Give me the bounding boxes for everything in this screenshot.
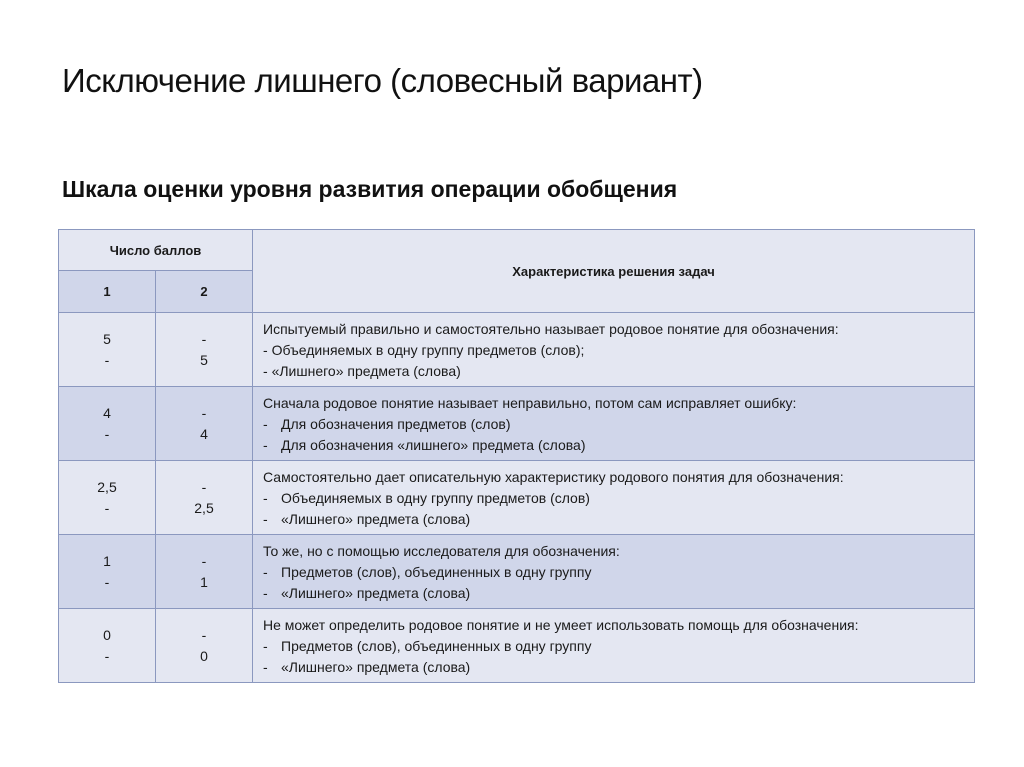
score-cell-2 bbox=[156, 609, 253, 683]
score-dash: - bbox=[104, 425, 110, 442]
scoring-table bbox=[58, 229, 975, 683]
score-cell-1 bbox=[59, 387, 156, 461]
score-dash: - bbox=[201, 404, 207, 421]
column-1-header: 1 bbox=[59, 271, 156, 313]
characteristic-item bbox=[263, 636, 964, 657]
characteristic-cell bbox=[253, 609, 975, 683]
score-dash: - bbox=[104, 573, 110, 590]
score-dash: - bbox=[201, 626, 207, 643]
score-dash: - bbox=[104, 499, 110, 516]
score-value: 1 bbox=[103, 552, 111, 569]
score-value: 5 bbox=[103, 330, 111, 347]
score-value: 2,5 bbox=[194, 499, 214, 516]
score-cell-2 bbox=[156, 461, 253, 535]
score-cell-1 bbox=[59, 609, 156, 683]
score-cell-2 bbox=[156, 535, 253, 609]
score-value: 0 bbox=[103, 626, 111, 643]
bullet-dash: - bbox=[263, 585, 268, 601]
characteristic-cell bbox=[253, 461, 975, 535]
points-header: Число баллов bbox=[59, 230, 253, 271]
score-cell-2 bbox=[156, 313, 253, 387]
bullet-dash: - bbox=[263, 490, 268, 506]
score-value: 0 bbox=[200, 647, 208, 664]
score-value: 5 bbox=[200, 351, 208, 368]
characteristic-item-text: Для обозначения предметов (слов) bbox=[281, 416, 511, 432]
score-cell-1 bbox=[59, 535, 156, 609]
characteristic-item-text: Предметов (слов), объединенных в одну группу bbox=[281, 564, 592, 580]
score-cell-2 bbox=[156, 387, 253, 461]
characteristic-item bbox=[263, 562, 964, 583]
score-dash: - bbox=[201, 552, 207, 569]
characteristic-item bbox=[263, 509, 964, 530]
characteristic-item bbox=[263, 657, 964, 678]
characteristic-item-text: «Лишнего» предмета (слова) bbox=[281, 585, 471, 601]
characteristic-item-text: Предметов (слов), объединенных в одну группу bbox=[281, 638, 592, 654]
table-row bbox=[59, 461, 975, 535]
characteristic-header: Характеристика решения задач bbox=[253, 230, 975, 313]
score-dash: - bbox=[104, 351, 110, 368]
score-value: 4 bbox=[103, 404, 111, 421]
table-row bbox=[59, 313, 975, 387]
bullet-dash: - bbox=[263, 437, 268, 453]
characteristic-cell bbox=[253, 313, 975, 387]
characteristic-cell bbox=[253, 535, 975, 609]
characteristic-intro: Испытуемый правильно и самостоятельно называет родовое понятие для обозначения: bbox=[263, 321, 839, 337]
characteristic-intro: Самостоятельно дает описательную характеристику родового понятия для обозначения: bbox=[263, 469, 844, 485]
characteristic-item: - «Лишнего» предмета (слова) bbox=[263, 363, 461, 379]
table-row bbox=[59, 535, 975, 609]
characteristic-intro: Не может определить родовое понятие и не умеет использовать помощь для обозначения: bbox=[263, 617, 859, 633]
bullet-dash: - bbox=[263, 638, 268, 654]
table-subtitle: Шкала оценки уровня развития операции обобщения bbox=[62, 176, 678, 202]
characteristic-cell bbox=[253, 387, 975, 461]
slide-title: Исключение лишнего (словесный вариант) bbox=[62, 62, 703, 99]
table-row bbox=[59, 609, 975, 683]
characteristic-item-text: Для обозначения «лишнего» предмета (слова) bbox=[281, 437, 586, 453]
characteristic-item-text: «Лишнего» предмета (слова) bbox=[281, 659, 471, 675]
table-row bbox=[59, 387, 975, 461]
characteristic-item bbox=[263, 488, 964, 509]
score-value: 1 bbox=[200, 573, 208, 590]
bullet-dash: - bbox=[263, 564, 268, 580]
score-value: 4 bbox=[200, 425, 208, 442]
score-dash: - bbox=[104, 647, 110, 664]
bullet-dash: - bbox=[263, 511, 268, 527]
bullet-dash: - bbox=[263, 659, 268, 675]
characteristic-item-text: «Лишнего» предмета (слова) bbox=[281, 511, 471, 527]
score-cell-1 bbox=[59, 461, 156, 535]
column-2-header: 2 bbox=[156, 271, 253, 313]
score-dash: - bbox=[201, 478, 207, 495]
score-cell-1 bbox=[59, 313, 156, 387]
characteristic-intro: Сначала родовое понятие называет неправильно, потом сам исправляет ошибку: bbox=[263, 395, 797, 411]
characteristic-item bbox=[263, 435, 964, 456]
characteristic-item: - Объединяемых в одну группу предметов (слов); bbox=[263, 342, 585, 358]
characteristic-item-text: Объединяемых в одну группу предметов (слов) bbox=[281, 490, 590, 506]
bullet-dash: - bbox=[263, 416, 268, 432]
characteristic-item bbox=[263, 583, 964, 604]
score-dash: - bbox=[201, 330, 207, 347]
characteristic-intro: То же, но с помощью исследователя для обозначения: bbox=[263, 543, 620, 559]
characteristic-item bbox=[263, 414, 964, 435]
score-value: 2,5 bbox=[97, 478, 117, 495]
